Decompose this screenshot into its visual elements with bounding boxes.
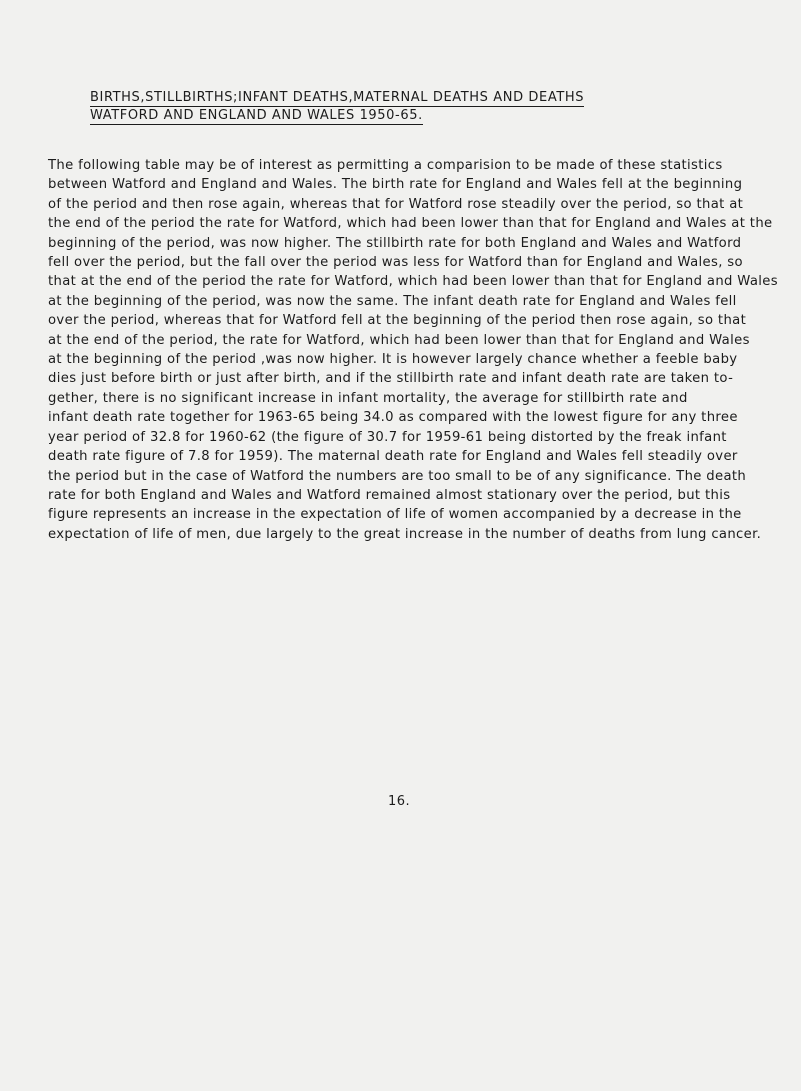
body-paragraph	[48, 156, 783, 544]
paragraph-line: death rate figure of 7.8 for 1959). The maternal death rate for England and Wales fell steadily over	[48, 449, 738, 465]
paragraph-line: rate for both England and Wales and Watford remained almost stationary over the period, but this	[48, 487, 731, 503]
paragraph-line: dies just before birth or just after birth, and if the stillbirth rate and infant death rate are taken to-	[48, 371, 734, 387]
page-number: 16.	[388, 794, 411, 809]
paragraph-line: figure represents an increase in the expectation of life of women accompanied by a decrease in the	[48, 507, 742, 523]
paragraph-line: beginning of the period, was now higher. The stillbirth rate for both England and Wales and Watford	[48, 235, 742, 251]
heading-line-2: WATFORD AND ENGLAND AND WALES 1950-65.	[90, 108, 423, 123]
paragraph-line: year period of 32.8 for 1960-62 (the figure of 30.7 for 1959-61 being distorted by the freak infant	[48, 429, 727, 445]
document-heading	[90, 89, 730, 125]
paragraph-line: the period but in the case of Watford the numbers are too small to be of any significance. The death	[48, 468, 747, 484]
paragraph-line: fell over the period, but the fall over the period was less for Watford than for England and Wales, so	[48, 255, 743, 271]
paragraph-line: at the beginning of the period, was now the same. The infant death rate for England and Wales fell	[48, 293, 737, 309]
paragraph-line: between Watford and England and Wales. The birth rate for England and Wales fell at the beginning	[48, 177, 743, 193]
paragraph-line: the end of the period the rate for Watford, which had been lower than that for England and Wales at the	[48, 216, 773, 232]
paragraph-line: infant death rate together for 1963-65 being 34.0 as compared with the lowest figure for any three	[48, 410, 738, 426]
paragraph-line: expectation of life of men, due largely to the great increase in the number of deaths from lung cancer.	[48, 526, 762, 542]
paragraph-line: gether, there is no significant increase in infant mortality, the average for stillbirth rate and	[48, 390, 688, 406]
paragraph-line: at the beginning of the period ,was now higher. It is however largely chance whether a feeble baby	[48, 352, 738, 368]
paragraph-line: that at the end of the period the rate for Watford, which had been lower than that for England and Wales	[48, 274, 778, 290]
paragraph-line: at the end of the period, the rate for Watford, which had been lower than that for England and Wales	[48, 332, 750, 348]
paragraph-line: The following table may be of interest as permitting a comparision to be made of these statistics	[48, 158, 723, 173]
heading-line-1: BIRTHS,STILLBIRTHS;INFANT DEATHS,MATERNAL DEATHS AND DEATHS	[90, 90, 585, 105]
paragraph-line: over the period, whereas that for Watford fell at the beginning of the period then rose again, so that	[48, 313, 747, 329]
paragraph-line: of the period and then rose again, whereas that for Watford rose steadily over the period, so that at	[48, 196, 744, 212]
